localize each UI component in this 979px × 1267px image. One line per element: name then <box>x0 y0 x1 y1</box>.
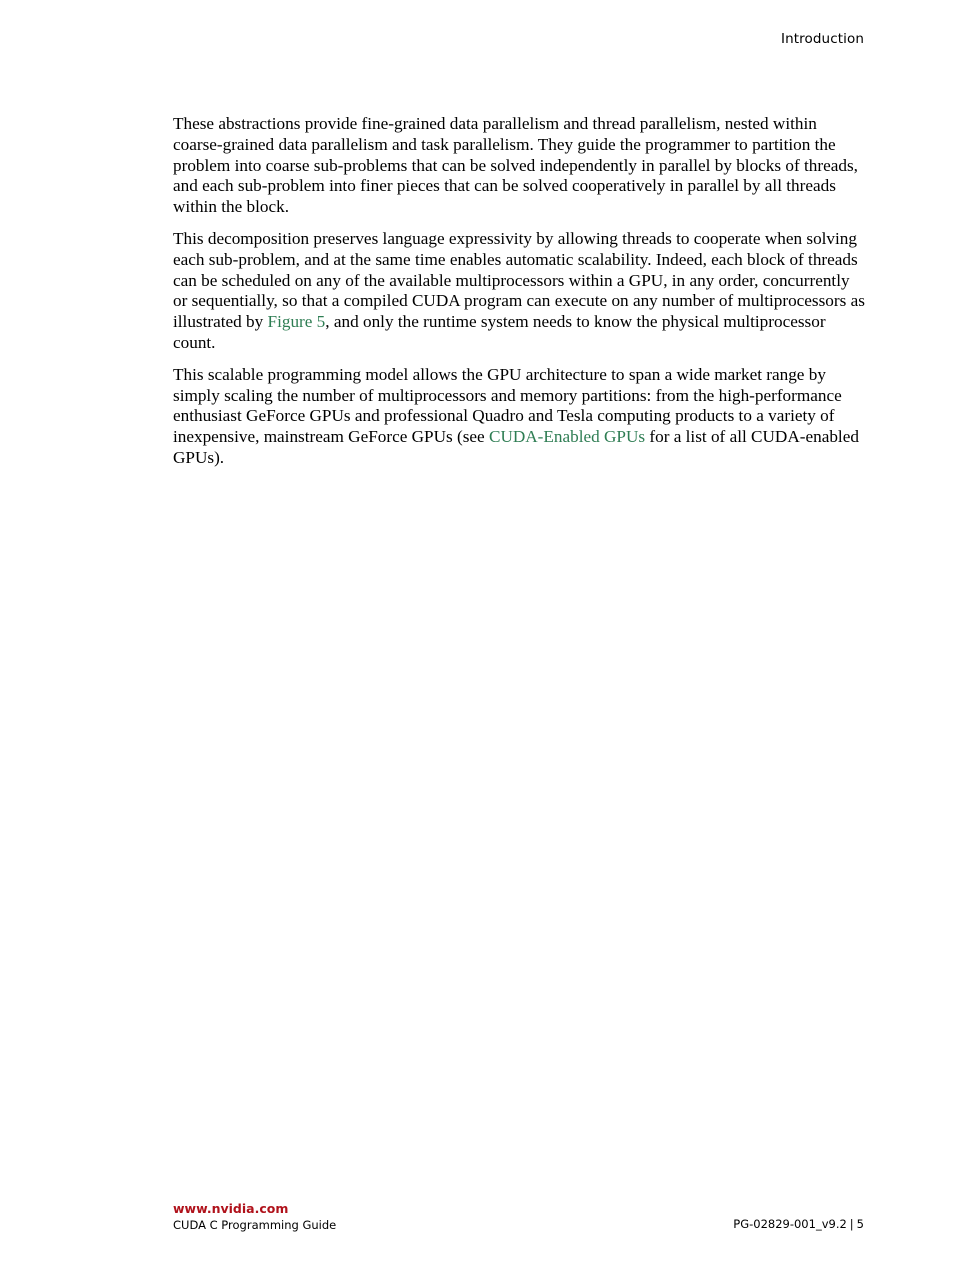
paragraph-1-text: These abstractions provide fine-grained data parallelism and thread parallelism, nested within coarse-grained data parallelism and task parallelism. They guide the programmer to partition the problem into coarse sub-problems that can be solved independently in parallel by blocks of threads, and each sub-problem into finer pieces that can be solved cooperatively in parallel by all threads within the block. <box>173 114 858 217</box>
paragraph-2-text-before: This decomposition preserves language expressivity by allowing threads to cooperate when solving each sub-problem, and at the same time enables automatic scalability. Indeed, each block of threads can be scheduled on any of the available multiprocessors within a GPU, in any order, concurrently or sequentially, so that a compiled CUDA program can execute on any number of multiprocessors as illustrated by <box>173 228 865 332</box>
paragraph-2-text-after: , and only the runtime system needs to know the physical multiprocessor count. <box>173 312 826 352</box>
footer-document-id: PG-02829-001_v9.2 <box>733 1217 847 1231</box>
main-content <box>173 114 865 480</box>
footer-page-number: 5 <box>856 1217 864 1231</box>
paragraph-3 <box>173 365 865 469</box>
footer-separator: | <box>849 1217 854 1231</box>
footer-website-link[interactable]: www.nvidia.com <box>173 1201 289 1216</box>
paragraph-3-text-after: for a list of all CUDA-enabled GPUs). <box>173 427 859 467</box>
paragraph-2 <box>173 229 865 354</box>
paragraph-1 <box>173 114 865 218</box>
footer-right <box>733 1217 864 1231</box>
footer-guide-title: CUDA C Programming Guide <box>173 1218 337 1232</box>
figure-5-link[interactable]: Figure 5 <box>267 312 326 332</box>
footer-left <box>173 1201 336 1233</box>
running-header-section-title: Introduction <box>781 31 864 47</box>
cuda-enabled-gpus-link[interactable]: CUDA-Enabled GPUs <box>488 427 646 447</box>
paragraph-3-text-before: This scalable programming model allows the GPU architecture to span a wide market range by simply scaling the number of multiprocessors and memory partitions: from the high-performance enthusiast GeForce GPUs and professional Quadro and Tesla computing products to a variety of inexpensive, mainstream GeForce GPUs (see <box>173 364 842 447</box>
